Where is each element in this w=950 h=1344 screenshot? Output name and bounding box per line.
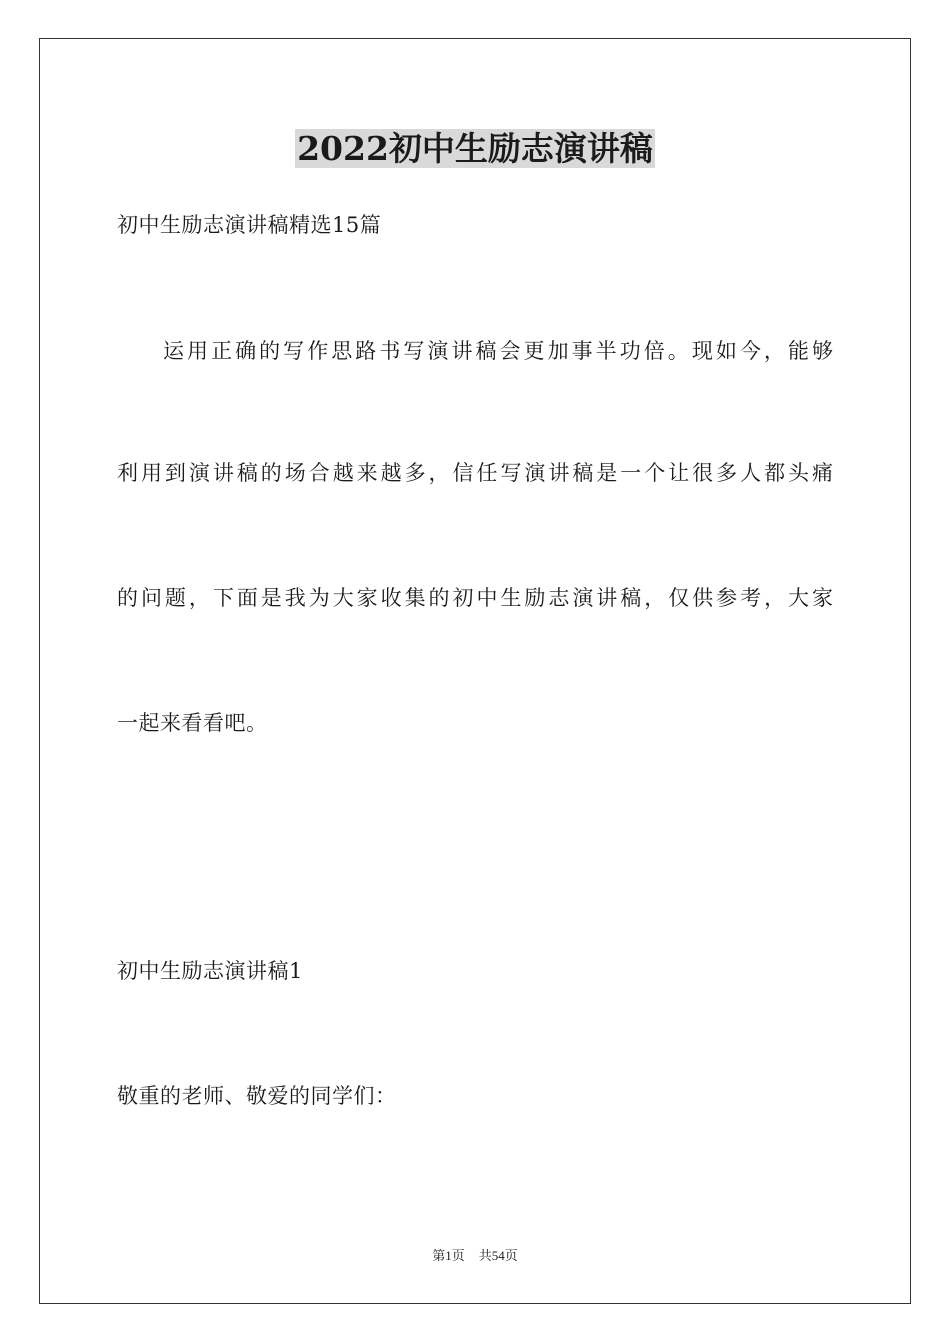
section-heading: 初中生励志演讲稿1 (117, 959, 303, 983)
page-total: 共54页 (478, 1248, 518, 1263)
intro-line-4: 一起来看看吧。 (117, 711, 268, 735)
page-number: 第1页 (432, 1248, 465, 1263)
salutation: 敬重的老师、敬爱的同学们： (117, 1084, 397, 1108)
document-title-text: 2022初中生励志演讲稿 (297, 129, 653, 168)
intro-line-3: 的问题，下面是我为大家收集的初中生励志演讲稿，仅供参考，大家 (117, 586, 833, 610)
document-title (0, 127, 950, 171)
document-subtitle: 初中生励志演讲稿精选15篇 (117, 213, 382, 237)
intro-line-2: 利用到演讲稿的场合越来越多，信任写演讲稿是一个让很多人都头痛 (117, 461, 833, 485)
page-footer (0, 1247, 950, 1265)
intro-line-1: 运用正确的写作思路书写演讲稿会更加事半功倍。现如今，能够 (163, 339, 833, 363)
